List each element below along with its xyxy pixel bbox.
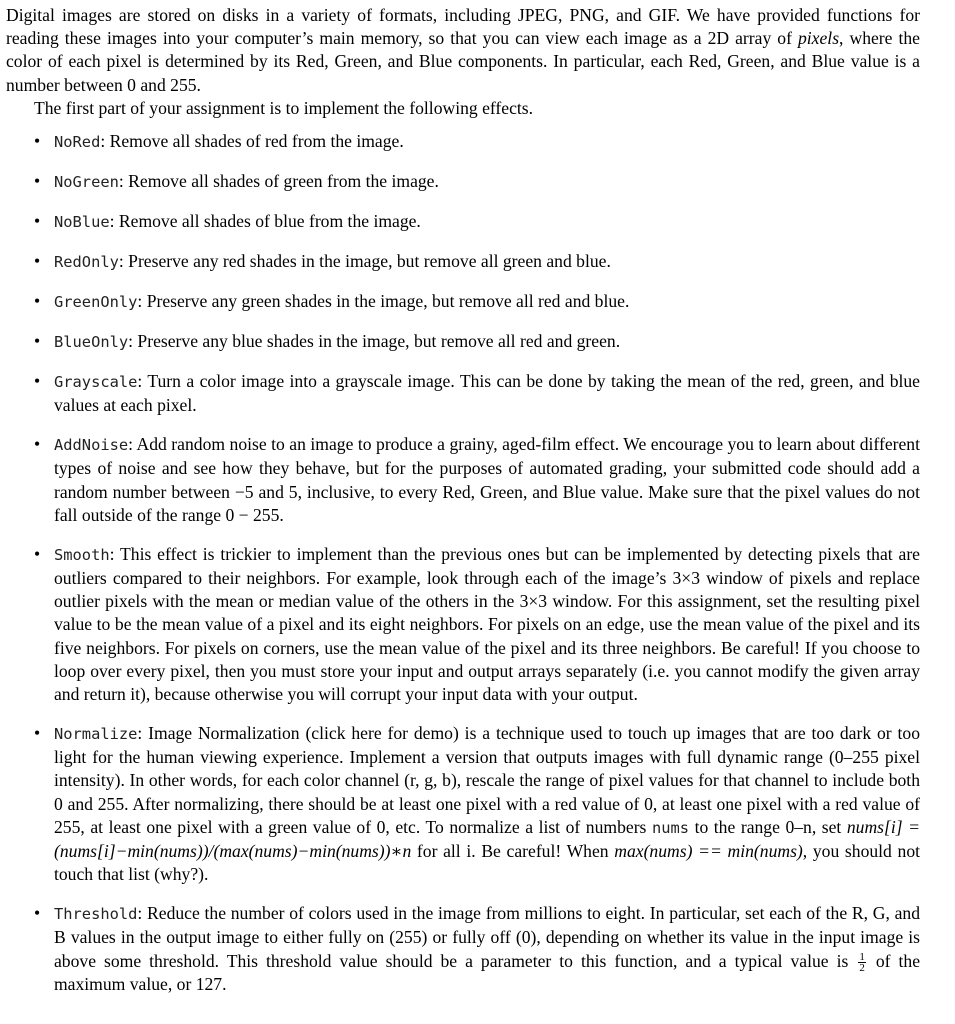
- effect-description-c: .: [279, 504, 284, 525]
- effect-description-b: and 5, inclusive, to every Red, Green, and Blue value. Make sure that the pixel values do not fall outside of the range: [54, 481, 920, 525]
- bullet-icon: •: [34, 434, 41, 455]
- list-item-blueonly: [6, 330, 920, 354]
- effect-name: AddNoise: [54, 436, 129, 455]
- effect-description: : Preserve any blue shades in the image, but remove all red and green.: [128, 331, 621, 352]
- effect-description-c: for all i. Be careful! When: [411, 841, 615, 862]
- math-negative-five: −5: [234, 481, 254, 502]
- effect-description: : Remove all shades of red from the image.: [100, 131, 404, 152]
- list-item-addnoise: [6, 433, 920, 527]
- math-3x3: 3×3: [519, 591, 548, 612]
- list-item-nogreen: [6, 170, 920, 194]
- list-item-threshold: [6, 902, 920, 996]
- list-item-nored: [6, 130, 920, 154]
- effect-name: RedOnly: [54, 253, 119, 272]
- effect-name: NoRed: [54, 133, 101, 152]
- math-range: 0 − 255: [225, 504, 280, 525]
- fraction-denominator: 2: [859, 962, 865, 975]
- intro-text-part-b: , where the color of each pixel is determined by its Red, Green, and Blue components. In particular, each Red, Green, and Blue value is a number between 0 and 255.: [6, 28, 920, 95]
- effect-description-b: of the maximum value, or 127.: [54, 950, 920, 995]
- effect-description: : Preserve any green shades in the image, but remove all red and blue.: [137, 291, 630, 312]
- effect-description: : Remove all shades of green from the image.: [118, 171, 439, 192]
- intro-paragraph: [6, 4, 920, 97]
- effect-description-b: to the range 0–n, set: [689, 816, 847, 837]
- effect-description-c: window. For this assignment, set the resulting pixel value to be the mean value of a pixel and its eight neighbors. For pixels on an edge, use the mean value of the pixel and its five neighbors. For pixels on corners, use the mean value of the pixel and its three neighbors. Be careful! If you choose to loop over every pixel, then you must store your input and output arrays separately (i.e. you cannot modify the given array and return it), because otherwise you will corrupt your input data with your output.: [54, 591, 921, 705]
- math-3x3: 3×3: [672, 568, 701, 589]
- assignment-intro-paragraph: The first part of your assignment is to implement the following effects.: [34, 97, 534, 118]
- effect-description-a: : This effect is trickier to implement than the previous ones but can be implemented by detecting pixels that are outliers compared to their neighbors. For example, look through each of the image’s: [54, 543, 920, 589]
- effect-name: NoGreen: [54, 173, 119, 192]
- list-item-noblue: [6, 210, 920, 234]
- intro-text-part-a: Digital images are stored on disks in a variety of formats, including JPEG, PNG, and GIF. We have provided functions for reading these images into your computer’s main memory, so that you can view each image as a 2D array of: [6, 5, 920, 49]
- bullet-icon: •: [34, 131, 41, 152]
- effects-list: [6, 130, 920, 996]
- bullet-icon: •: [34, 211, 41, 232]
- bullet-icon: •: [34, 371, 41, 392]
- list-item-grayscale: [6, 370, 920, 417]
- effect-name: Threshold: [54, 905, 138, 924]
- effect-description-a: : Add random noise to an image to produce a grainy, aged-film effect. We encourage you to learn about different types of noise and see how they behave, but for the purposes of automated grading, your submitted code should add a random number between: [54, 434, 920, 502]
- bullet-icon: •: [34, 723, 41, 744]
- effect-description-b: window of pixels and replace outlier pixels with the mean or median value of the others in the: [54, 568, 920, 612]
- effect-description: : Turn a color image into a grayscale image. This can be done by taking the mean of the red, green, and blue values at each pixel.: [54, 371, 920, 416]
- list-item-greenonly: [6, 290, 920, 314]
- list-item-redonly: [6, 250, 920, 274]
- bullet-icon: •: [34, 903, 41, 924]
- equality-formula: max(nums) == min(nums): [614, 841, 803, 862]
- effect-description: : Remove all shades of blue from the image.: [109, 211, 421, 232]
- effect-name: GreenOnly: [54, 293, 138, 312]
- effect-description-a: : Reduce the number of colors used in the image from millions to eight. In particular, set each of the R, G, and B values in the output image to either fully on (255) or fully off (0), depending on whether its value in the input image is above some threshold. This threshold value should be a parameter to this function, and a typical value is: [54, 903, 920, 971]
- bullet-icon: •: [34, 291, 41, 312]
- list-item-normalize: [6, 722, 920, 886]
- effect-name: NoBlue: [54, 213, 110, 232]
- code-nums: nums: [651, 818, 690, 837]
- bullet-icon: •: [34, 251, 41, 272]
- effect-name: Smooth: [54, 545, 110, 564]
- bullet-icon: •: [34, 543, 41, 564]
- effect-description: : Preserve any red shades in the image, but remove all green and blue.: [118, 251, 611, 272]
- effect-name: BlueOnly: [54, 333, 129, 352]
- normalize-formula: nums[i] = (nums[i]−min(nums))/(max(nums)−min(nums))∗n: [54, 816, 920, 862]
- fraction-numerator: 1: [859, 951, 865, 964]
- effect-description-a: : Image Normalization (click here for demo) is a technique used to touch up images that are too dark or too light for the human viewing experience. Implement a version that outputs images with full dynamic range (0–255 pixel intensity). In other words, for each color channel (r, g, b), rescale the range of pixel values for that channel to include both 0 and 255. After normalizing, there should be at least one pixel with a red value of 0, at least one pixel with a red value of 255, at least one pixel with a green value of 0, etc. To normalize a list of numbers: [54, 723, 920, 837]
- list-item-smooth: [6, 543, 920, 706]
- intro-emphasis-pixels: pixels: [798, 28, 840, 49]
- fraction-one-half: [858, 952, 866, 973]
- effect-name: Grayscale: [54, 373, 138, 392]
- effect-description-d: , you should not touch that list (why?).: [54, 841, 921, 885]
- effect-name: Normalize: [54, 725, 138, 744]
- bullet-icon: •: [34, 331, 41, 352]
- bullet-icon: •: [34, 171, 41, 192]
